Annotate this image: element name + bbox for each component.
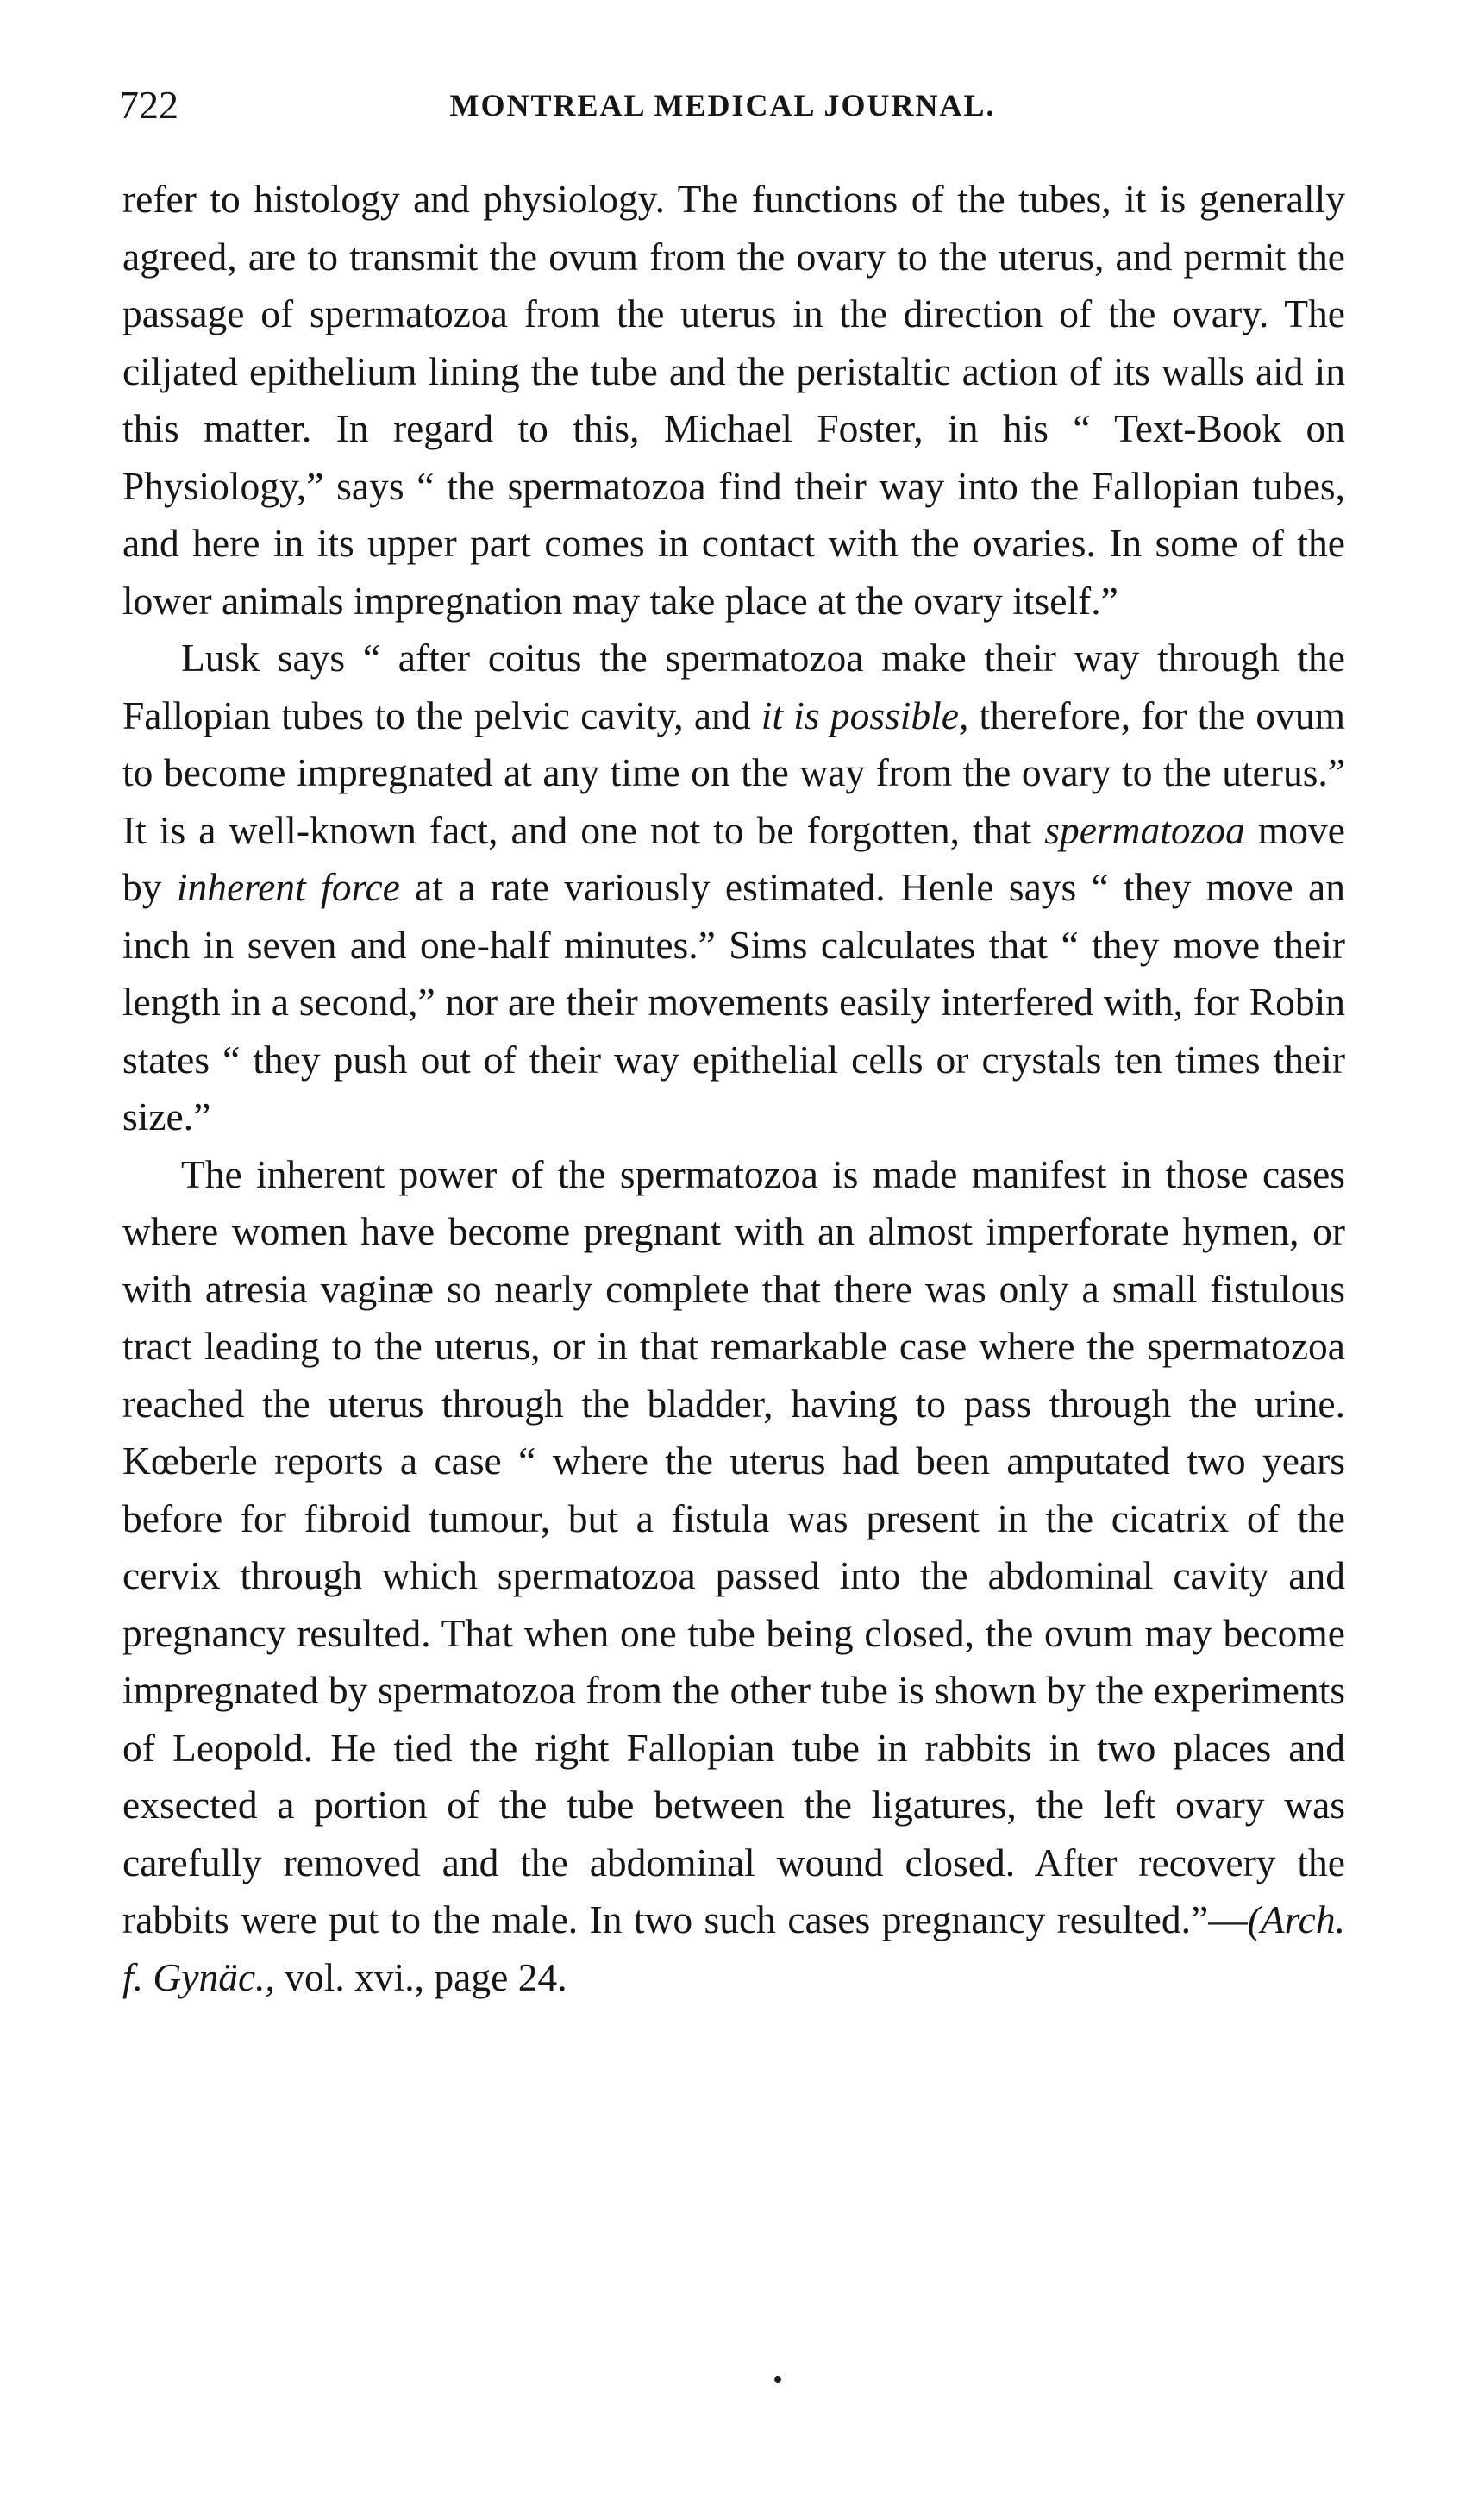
ink-speck [774, 2376, 781, 2383]
page-number: 722 [119, 83, 178, 127]
text-run: vol. xvi., page 24. [274, 1954, 567, 1999]
text-run: at a rate variously estimated. Henle says “ they move an inch in seven and one-half minutes.” Sims calculates that “ they move their length in a second,” nor are their movements easily interfered with, for Robin states “ they push out of their way epithelial cells or crystals ten times their size.” [122, 865, 1345, 1138]
journal-title: MONTREAL MEDICAL JOURNAL. [449, 88, 996, 122]
paragraph [122, 1146, 1345, 2007]
text-run: refer to histology and physiology. The functions of the tubes, it is generally agreed, are to transmit the ovum from the ovary to the uterus, and permit the passage of spermatozoa from the uterus in the direction of the ovary. The ciljated epithelium lining the tube and the peristaltic action of its walls aid in this matter. In regard to this, Michael Foster, in his “ Text-Book on Physiology,” says “ the spermatozoa find their way into the Fallopian tubes, and here in its upper part comes in contact with the ovaries. In some of the lower animals impregnation may take place at the ovary itself.” [122, 177, 1345, 623]
text-run: therefore, for the ovum to become impregnated at any time on the way from the ovary to the uterus.” It is a well-known fact, and one not to be forgotten, that [122, 693, 1345, 852]
paragraph [122, 630, 1345, 1146]
italic-text: (Arch. f. Gynäc., [122, 1897, 1345, 1999]
italic-text: inherent force [176, 865, 400, 909]
body-text [122, 171, 1345, 2006]
italic-text: spermatozoa [1044, 807, 1245, 852]
text-run: move by [122, 807, 1345, 909]
running-head [102, 79, 1343, 131]
italic-text: it is possible, [761, 693, 969, 737]
paragraph [122, 171, 1345, 630]
text-run: Lusk says “ after coitus the spermatozoa make their way through the Fallopian tubes to the pelvic cavity, and [122, 636, 1345, 737]
text-run: The inherent power of the spermatozoa is made manifest in those cases where women have become pregnant with an almost imperforate hymen, or with atresia vaginæ so nearly complete that there was only a small fistulous tract leading to the uterus, or in that remarkable case where the spermatozoa reached the uterus through the bladder, having to pass through the urine. Kœberle reports a case “ where the uterus had been amputated two years before for fibroid tumour, but a fistula was present in the cicatrix of the cervix through which spermatozoa passed into the abdominal cavity and pregnancy resulted. That when one tube being closed, the ovum may become impregnated by spermatozoa from the other tube is shown by the experiments of Leopold. He tied the right Fallopian tube in rabbits in two places and exsected a portion of the tube between the ligatures, the left ovary was carefully removed and the abdominal wound closed. After recovery the rabbits were put to the male. In two such cases pregnancy resulted.”— [122, 1151, 1345, 1941]
